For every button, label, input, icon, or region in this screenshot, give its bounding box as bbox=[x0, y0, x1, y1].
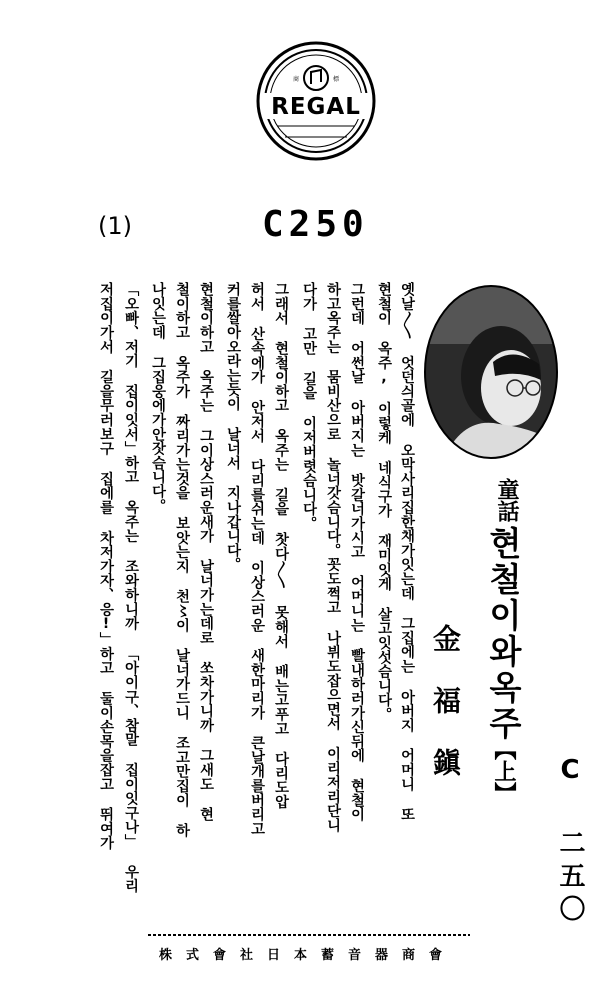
regal-logo bbox=[255, 40, 377, 162]
story-column: 허서 산속에가 안저서 다리를쉬는데 이상스러운 새한마리가 큰날개를버리고 bbox=[249, 282, 265, 836]
story-column: 다가 고만 길을 이저버렷슴니다。 bbox=[301, 282, 317, 531]
story-column: 하고옥주는 뭄비산으로 놀너갓슴니다。꼿도쩍고 나뷔도잡으면서 이리저리단니 bbox=[325, 282, 341, 833]
author-portrait bbox=[423, 284, 559, 460]
story-column: 그래서 현철이하고 옥주는 길을 찻다〳〵 못해서 배는고푸고 다리도압 bbox=[273, 282, 289, 809]
story-column: 나잇는데 그집웅에가안잣슴니다。 bbox=[150, 282, 166, 513]
part-label: 【上】 bbox=[491, 738, 516, 804]
story-column: 옛날〳〵 엇던싀골에 오막사리집한채가잇는데 그집에는 아버지 어머니 또 bbox=[399, 282, 415, 822]
story-column: 커를쌀아오라는듯이 날너서 지나갑니다。 bbox=[225, 282, 241, 572]
logo-mark-left: 商 bbox=[293, 76, 300, 83]
catalog-number: C250 bbox=[262, 204, 369, 245]
logo-mark-right: 標 bbox=[333, 76, 340, 83]
author-name: 金福鎭 bbox=[429, 624, 462, 810]
story-title: 현철이와옥주 bbox=[484, 526, 523, 742]
story-column: 「오빠、저기 집이잇서」하고 옥주는 조와하니까 「아이구、참말 집이잇구나」 우리 bbox=[123, 282, 139, 893]
story-column: 저집이가서 길을무러보구 집에를 차저가자、응!」하고 둘이손목을잡고 뛰여가 bbox=[98, 282, 114, 850]
page-number: (1) bbox=[98, 212, 132, 240]
story-column: 철이하고 옥주가 짜리가는것을 보앗는지 천〻이 날너가드니 조고만집이 하 bbox=[174, 282, 190, 838]
genre-label: 童話 bbox=[494, 478, 519, 522]
logo-brand: REGAL bbox=[271, 94, 361, 120]
publisher-footer: 株式會社日本蓄音器商會 bbox=[158, 948, 456, 963]
story-column: 그런데 어썬날 아버지는 밧갈너가시고 어머니는 빨내하러가신뒤에 현철이 bbox=[349, 282, 365, 822]
story-column: 현철이하고 옥주는 그이상스러운새가 날너가는데로 쏘차가니까 그새도 현 bbox=[198, 282, 214, 822]
story-column: 현철이 옥주, 이렇케 네식구가 재미잇게 살고잇섯슴니다。 bbox=[376, 282, 392, 722]
catalog-number-vertical: C 二五〇 bbox=[555, 755, 585, 928]
footer-divider bbox=[148, 932, 470, 938]
